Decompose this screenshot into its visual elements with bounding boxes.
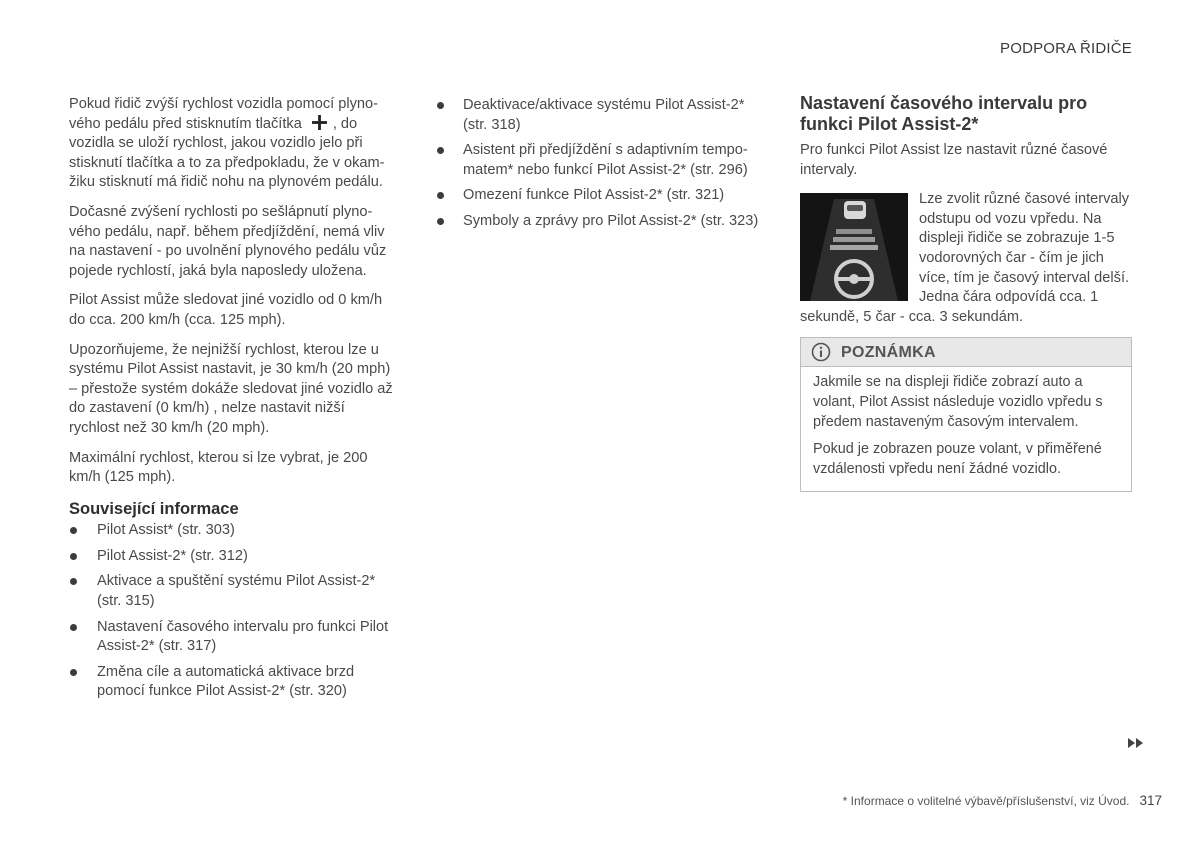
bullet-icon [70,624,77,631]
paragraph-speed-store: Pokud řidič zvýší rychlost vozidla pomocí plyno-vého pedálu před stisknutím tlačítka , do vozidla se uloží rychlost, jakou vozidlo jelo při stisknutí tlačítka a to za předpokladu, že v okam-žiku stisknutí má řidič nohu na plynovém pedálu. [69,96,385,191]
note-box [800,337,1132,492]
next-page-arrows-icon [1128,738,1144,748]
related-info-heading: Související informace [69,499,239,518]
bullet-icon [70,527,77,534]
column-middle [436,96,766,238]
list-item[interactable]: Deaktivace/aktivace systému Pilot Assist-2* (str. 318) [436,96,766,135]
note-paragraph: Jakmile se na displeji řidiče zobrazí auto a volant, Pilot Assist následuje vozidlo vpředu s předem nastaveným časovým intervalem. [813,374,1103,430]
footer-note: * Informace o volitelné výbavě/příslušenství, viz Úvod. [842,794,1130,808]
list-item[interactable]: Omezení funkce Pilot Assist-2* (str. 321) [436,186,766,206]
page-number: 317 [1139,793,1162,808]
plus-icon [312,115,327,130]
bullet-icon [70,669,77,676]
info-icon [811,342,831,362]
list-item[interactable]: Změna cíle a automatická aktivace brzd pomocí funkce Pilot Assist-2* (str. 320) [69,663,399,702]
bullet-icon [70,553,77,560]
list-item[interactable]: Asistent při předjíždění s adaptivním tempo-matem* nebo funkcí Pilot Assist-2* (str. 296) [436,141,766,180]
list-item[interactable]: Pilot Assist* (str. 303) [69,521,399,541]
figure-caption: Lze zvolit různé časové intervaly odstupu od vozu vpředu. Na displeji řidiče se zobrazuje 1-5 vodorovných čar - čím je jich více, tím je časový interval delší. Jedna čára odpovídá cca. 1 sekundě, 5 čar - cca. 3 sekundám. [800,191,1130,325]
bullet-icon [70,578,77,585]
list-item[interactable]: Nastavení časového intervalu pro funkci Pilot Assist-2* (str. 317) [69,618,399,657]
note-header [801,338,1131,367]
list-item[interactable]: Aktivace a spuštění systému Pilot Assist-2* (str. 315) [69,572,399,611]
section-title: Nastavení časového intervalu pro funkci Pilot Assist-2* [800,93,1088,134]
bullet-icon [437,102,444,109]
page-footer [843,793,1162,808]
column-left [69,95,399,708]
figure-block [800,190,1132,327]
list-item[interactable]: Pilot Assist-2* (str. 312) [69,547,399,567]
list-item[interactable]: Symboly a zprávy pro Pilot Assist-2* (str. 323) [436,212,766,232]
note-body [801,367,1131,491]
note-paragraph: Pokud je zobrazen pouze volant, v přiměřené vzdálenosti vpředu není žádné vozidlo. [813,441,1102,477]
note-title: POZNÁMKA [841,343,936,361]
driver-display-illustration [800,193,908,301]
section-header: PODPORA ŘIDIČE [1000,40,1132,57]
paragraph-speed-range: Pilot Assist může sledovat jiné vozidlo od 0 km/h do cca. 200 km/h (cca. 125 mph). [69,292,383,328]
related-info-list-continued [436,96,766,232]
paragraph-lowest-speed: Upozorňujeme, že nejnižší rychlost, kterou lze u systému Pilot Assist nastavit, je 30 km/h (20 mph) – přestože systém dokáže sledovat jiné vozidlo až do zastavení (0 km/h) , nelze nastavit nižší rychlost než 30 km/h (20 mph). [69,341,393,436]
related-info-list [69,521,399,702]
bullet-icon [437,218,444,225]
bullet-icon [437,147,444,154]
paragraph-temporary-increase: Dočasné zvýšení rychlosti po sešlápnutí plyno-vého pedálu, např. během předjíždění, nemá vliv na nastavení - po uvolnění plynového pedálu vůz pojede rychlostí, jaká byla naposledy uložena. [69,203,387,279]
column-right [800,93,1132,492]
paragraph-max-speed: Maximální rychlost, kterou si lze vybrat, je 200 km/h (125 mph). [69,449,368,486]
section-intro: Pro funkci Pilot Assist lze nastavit různé časové intervaly. [800,142,1108,178]
bullet-icon [437,192,444,199]
